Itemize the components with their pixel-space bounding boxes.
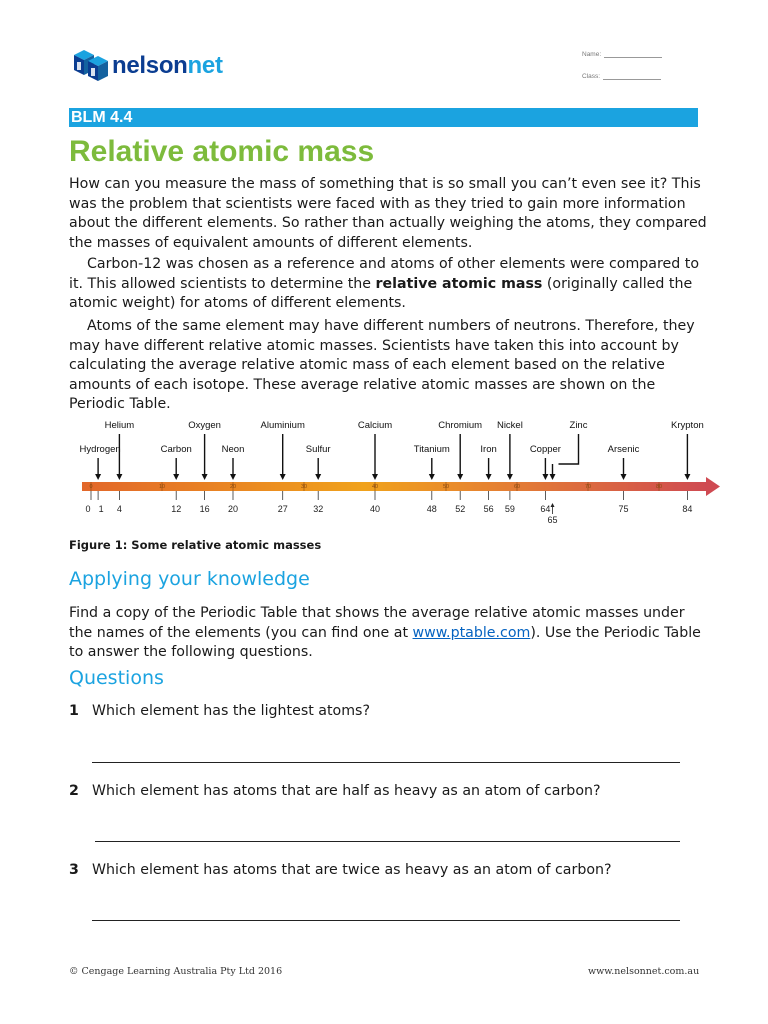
element-arrowhead bbox=[486, 474, 492, 480]
question-number: 2 bbox=[69, 783, 79, 799]
element-marks bbox=[79, 420, 703, 480]
question-number: 1 bbox=[69, 703, 79, 719]
mass-label: 32 bbox=[313, 504, 324, 514]
element-arrow bbox=[559, 434, 579, 464]
element-label: Helium bbox=[104, 420, 135, 431]
element-arrowhead bbox=[372, 474, 378, 480]
ptable-link[interactable]: www.ptable.com bbox=[412, 624, 531, 641]
class-line bbox=[603, 72, 661, 80]
instructions-text: Find a copy of the Periodic Table that shows the average relative atomic masses under the names of the elements (you can find one at bbox=[69, 605, 685, 641]
element-arrowhead bbox=[315, 474, 321, 480]
questions-heading: Questions bbox=[69, 667, 164, 689]
name-label: Name: bbox=[582, 51, 602, 58]
scale-tick-label: 30 bbox=[300, 484, 308, 490]
element-arrowhead bbox=[457, 474, 463, 480]
element-label: Iron bbox=[480, 444, 497, 455]
answer-line[interactable] bbox=[95, 841, 680, 842]
scale-tick-label: 50 bbox=[442, 484, 450, 490]
mass-label: 84 bbox=[682, 504, 693, 514]
mass-label: 56 bbox=[483, 504, 494, 514]
class-label: Class: bbox=[582, 73, 601, 80]
element-arrowhead bbox=[507, 474, 513, 480]
element-label: Hydrogen bbox=[79, 444, 121, 455]
blm-banner bbox=[69, 108, 698, 127]
mass-label: 0 bbox=[85, 504, 91, 514]
nelsonnet-logo bbox=[70, 46, 223, 86]
element-label: Aluminium bbox=[260, 420, 305, 431]
element-arrowhead bbox=[429, 474, 435, 480]
intro-paragraph: How can you measure the mass of something that is so small you can’t even see it? This was the problem that scientists were faced with as they tried to gain more information about the different elements. So rather than actually weighing the atoms, they compared the masses of equivalent amounts of different elements. bbox=[69, 176, 707, 251]
mass-label: 20 bbox=[227, 504, 239, 514]
mass-label: 1 bbox=[98, 504, 104, 514]
element-label: Calcium bbox=[357, 420, 393, 431]
figure-caption: Figure 1: Some relative atomic masses bbox=[69, 538, 322, 552]
element-arrowhead bbox=[684, 474, 690, 480]
scale-tick-label: 10 bbox=[158, 484, 166, 490]
element-label: Arsenic bbox=[607, 444, 640, 455]
carbon-paragraph-text: Carbon-12 was chosen as a reference and atoms of other elements were compared to it. This allowed scientists to determine the bbox=[69, 256, 699, 292]
mass-label: 52 bbox=[455, 504, 466, 514]
element-arrowhead bbox=[95, 474, 101, 480]
name-field bbox=[582, 50, 662, 58]
atomic-mass-number-line bbox=[60, 408, 730, 526]
element-arrowhead bbox=[173, 474, 179, 480]
element-label: Titanium bbox=[413, 444, 450, 455]
element-label: Zinc bbox=[569, 420, 588, 431]
element-label: Copper bbox=[529, 444, 561, 455]
mass-label: 40 bbox=[369, 504, 381, 514]
zinc-pointer-head bbox=[551, 503, 555, 507]
question-number: 3 bbox=[69, 862, 79, 878]
scale-bar bbox=[82, 482, 708, 491]
mass-label: 64 bbox=[540, 504, 551, 514]
instructions-paragraph bbox=[69, 604, 709, 663]
element-arrowhead bbox=[280, 474, 286, 480]
website-link[interactable]: www.nelsonnet.com.au bbox=[588, 966, 700, 977]
scale-tick-label: 40 bbox=[371, 484, 379, 490]
zinc-mass-label: 65 bbox=[547, 515, 558, 525]
element-label: Chromium bbox=[438, 420, 483, 431]
section-heading: Applying your knowledge bbox=[69, 568, 310, 590]
page-title: Relative atomic mass bbox=[69, 135, 375, 168]
isotope-paragraph: Atoms of the same element may have different numbers of neutrons. Therefore, they may have different relative atomic masses. Scientists have taken this into account by calculating the average relative atomic mass of each element based on the relative amounts of each isotope. These average relative atomic masses are shown on the Periodic Table. bbox=[69, 318, 695, 412]
element-label: Nickel bbox=[496, 420, 523, 431]
key-term: relative atomic mass bbox=[375, 275, 543, 292]
blm-label: BLM 4.4 bbox=[71, 109, 133, 126]
name-line bbox=[604, 50, 662, 58]
class-field bbox=[582, 72, 661, 80]
logo-text-nelson: nelson bbox=[112, 52, 188, 79]
logo-wordmark bbox=[112, 52, 223, 80]
element-arrowhead bbox=[621, 474, 627, 480]
scale-tick-label: 80 bbox=[655, 484, 663, 490]
element-arrowhead bbox=[230, 474, 236, 480]
mass-label: 75 bbox=[618, 504, 629, 514]
mass-label: 48 bbox=[426, 504, 437, 514]
element-label: Sulfur bbox=[305, 444, 331, 455]
mass-label: 16 bbox=[199, 504, 210, 514]
scale-tick-label: 60 bbox=[513, 484, 521, 490]
element-arrowhead bbox=[202, 474, 208, 480]
mass-label: 4 bbox=[116, 504, 122, 514]
scale-arrowhead bbox=[706, 477, 720, 496]
mass-label: 27 bbox=[277, 504, 288, 514]
element-label: Carbon bbox=[160, 444, 192, 455]
carbon-paragraph-text-end: (originally called the atomic weight) for atoms of different elements. bbox=[69, 275, 693, 311]
instructions-text-end: ). Use the Periodic Table to answer the following questions. bbox=[69, 624, 701, 660]
mass-label: 59 bbox=[504, 504, 515, 514]
logo-cube-icon bbox=[70, 47, 110, 85]
question-text: Which element has atoms that are twice as heavy as an atom of carbon? bbox=[92, 862, 612, 878]
element-label: Neon bbox=[221, 444, 245, 455]
scale-tick-label: 0 bbox=[89, 484, 93, 490]
element-label: Oxygen bbox=[188, 420, 221, 431]
copyright-notice: © Cengage Learning Australia Pty Ltd 2016 bbox=[69, 966, 283, 977]
question-text: Which element has the lightest atoms? bbox=[92, 703, 370, 719]
element-arrowhead bbox=[550, 474, 556, 480]
scale-tick-label: 70 bbox=[584, 484, 592, 490]
answer-line[interactable] bbox=[92, 762, 680, 763]
bottom-labels bbox=[85, 491, 692, 525]
element-arrowhead bbox=[116, 474, 122, 480]
logo-text-net: net bbox=[187, 52, 223, 79]
element-label: Krypton bbox=[671, 420, 704, 431]
element-arrowhead bbox=[542, 474, 548, 480]
mass-label: 12 bbox=[171, 504, 182, 514]
carbon-paragraph bbox=[69, 255, 709, 314]
scale-tick-label: 20 bbox=[229, 484, 237, 490]
question-text: Which element has atoms that are half as heavy as an atom of carbon? bbox=[92, 783, 601, 799]
answer-line[interactable] bbox=[92, 920, 680, 921]
